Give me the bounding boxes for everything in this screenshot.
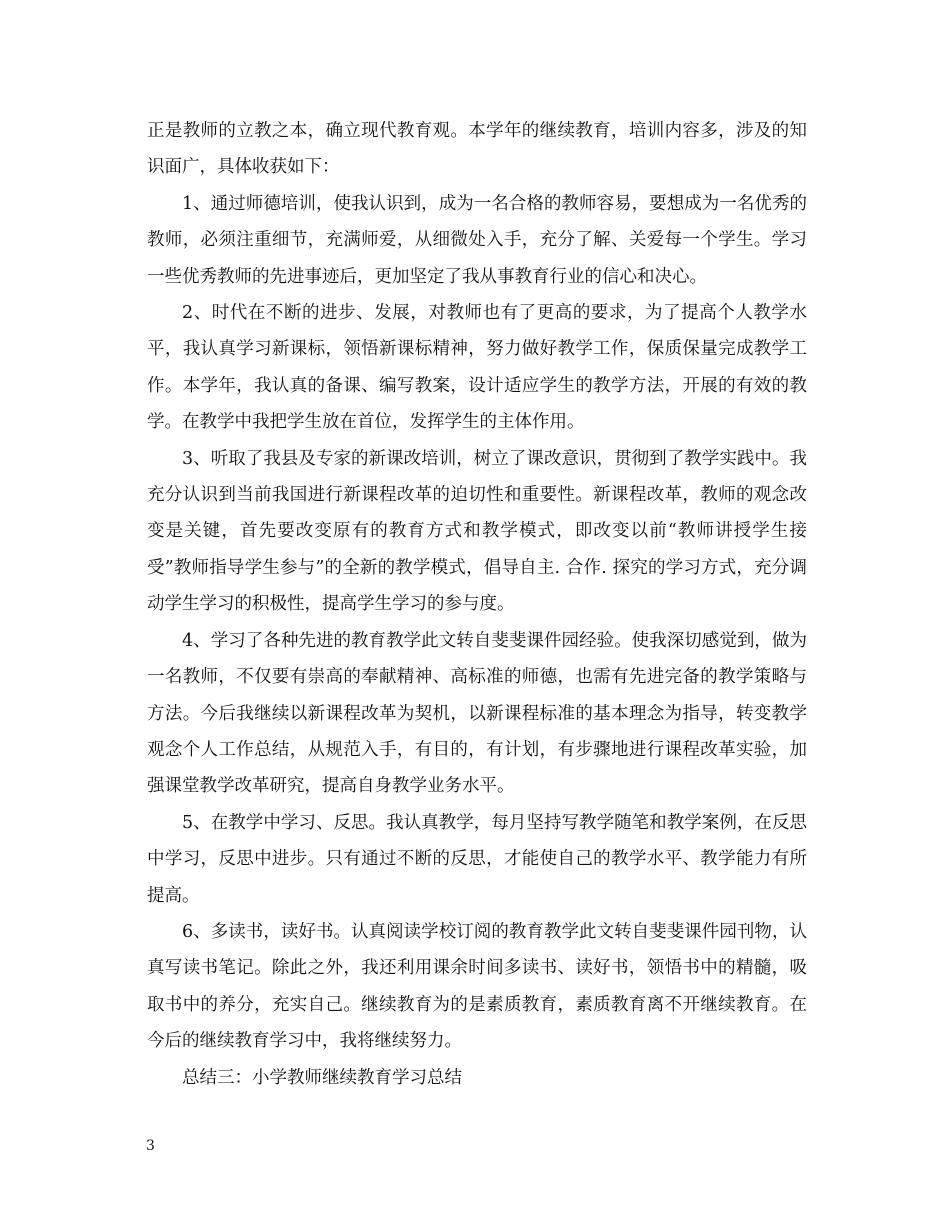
page-number: 3 <box>146 1138 155 1154</box>
document-body <box>147 113 807 1096</box>
paragraph-item-2: 2、时代在不断的进步、发展，对教师也有了更高的要求，为了提高个人教学水平，我认真学习新课标，领悟新课标精神，努力做好教学工作，保质保量完成教学工作。本学年，我认真的备课、编写教案，设计适应学生的教学方法，开展的有效的教学。在教学中我把学生放在首位，发挥学生的主体作用。 <box>147 303 807 433</box>
paragraph-item-5: 5、在教学中学习、反思。我认真教学，每月坚持写教学随笔和教学案例，在反思中学习，反思中进步。只有通过不断的反思，才能使自己的教学水平、教学能力有所提高。 <box>147 812 807 906</box>
paragraph-item-4: 4、学习了各种先进的教育教学此文转自斐斐课件园经验。使我深切感觉到，做为一名教师，不仅要有崇高的奉献精神、高标准的师德，也需有先进完备的教学策略与方法。今后我继续以新课程改革为契机，以新课程标准的基本理念为指导，转变教学观念个人工作总结，从规范入手，有目的，有计划，有步骤地进行课程改革实验，加强课堂教学改革研究，提高自身教学业务水平。 <box>147 630 807 797</box>
section-heading-summary-three: 总结三：小学教师继续教育学习总结 <box>182 1067 462 1088</box>
paragraph-intro: 正是教师的立教之本，确立现代教育观。本学年的继续教育，培训内容多，涉及的知识面广，具体收获如下： <box>147 121 807 178</box>
paragraph-item-1: 1、通过师德培训，使我认识到，成为一名合格的教师容易，要想成为一名优秀的教师，必须注重细节，充满师爱，从细微处入手，充分了解、关爱每一个学生。学习一些优秀教师的先进事迹后，更加坚定了我从事教育行业的信心和决心。 <box>147 193 807 287</box>
paragraph-item-6: 6、多读书，读好书。认真阅读学校订阅的教育教学此文转自斐斐课件园刊物，认真写读书笔记。除此之外，我还利用课余时间多读书、读好书，领悟书中的精髓，吸取书中的养分，充实自己。继续教育为的是素质教育，素质教育离不开继续教育。在今后的继续教育学习中，我将继续努力。 <box>147 921 807 1052</box>
paragraph-item-3: 3、听取了我县及专家的新课改培训，树立了课改意识，贯彻到了教学实践中。我充分认识到当前我国进行新课程改革的迫切性和重要性。新课程改革，教师的观念改变是关键，首先要改变原有的教育方式和教学模式，即改变以前“教师讲授学生接受”教师指导学生参与”的全新的教学模式，倡导自主. 合作. 探究的学习方式，充分调动学生学习的积极性，提高学生学习的参与度。 <box>147 448 807 615</box>
